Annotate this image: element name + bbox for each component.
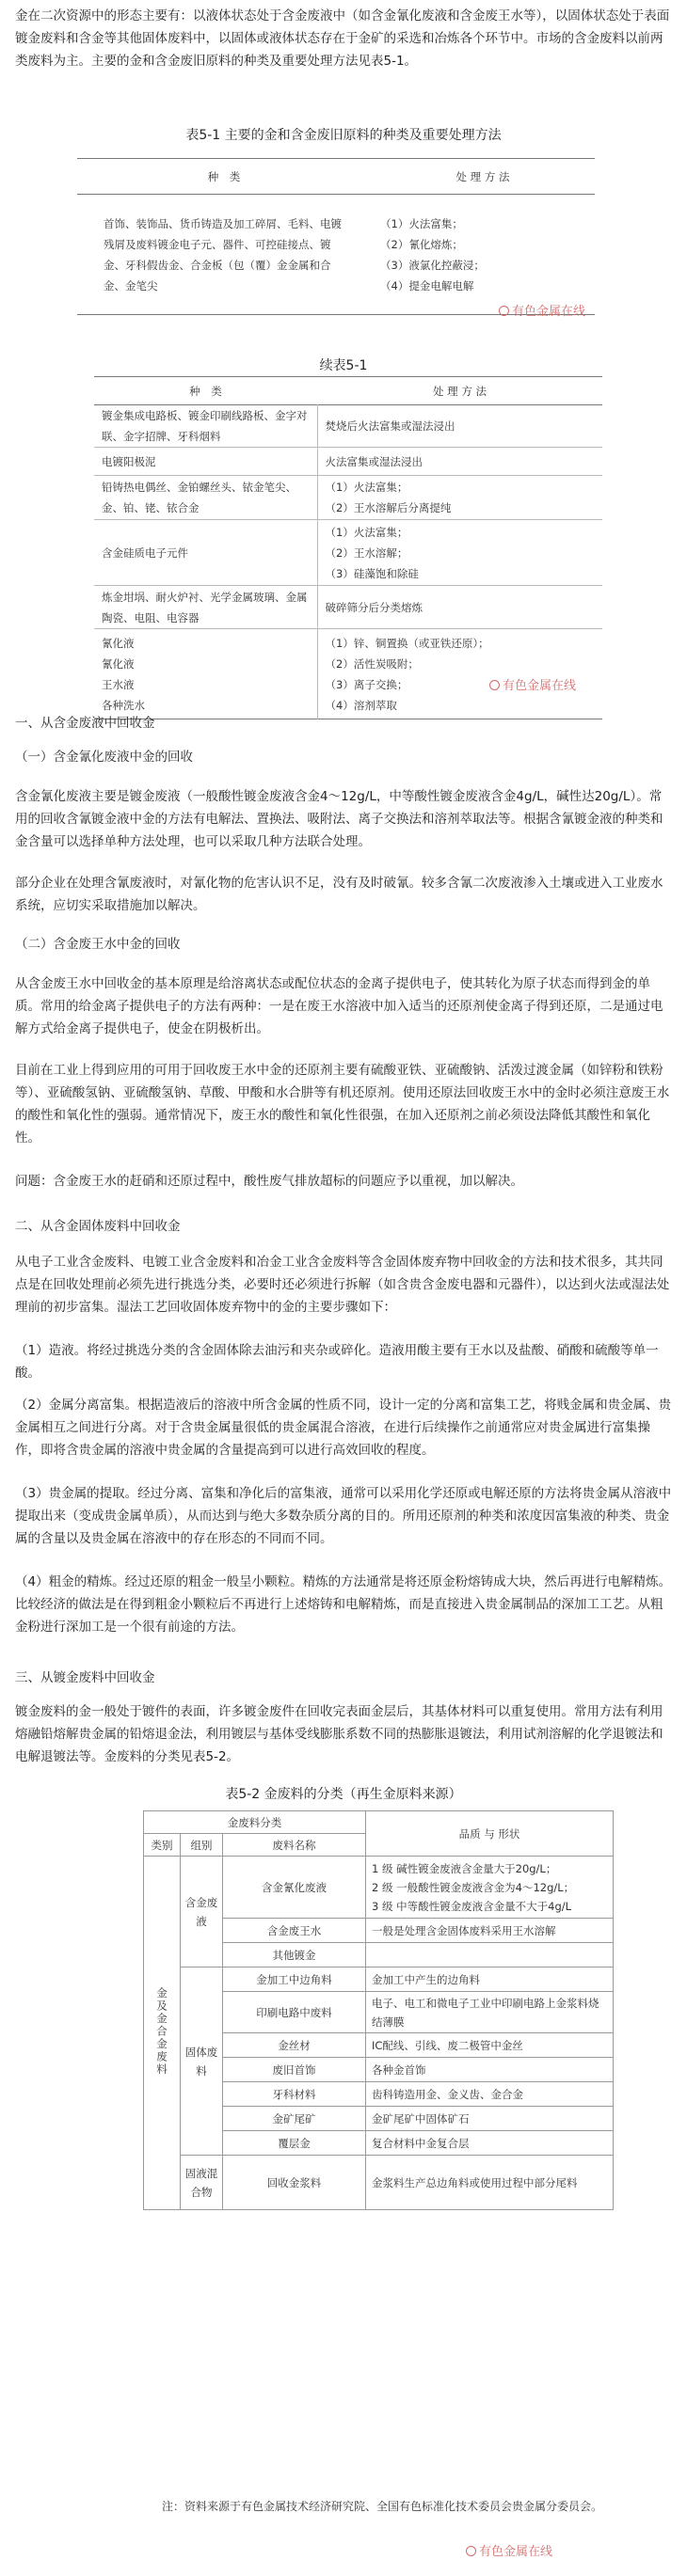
table2-name-cell: 含金废王水 — [223, 1919, 366, 1943]
table2-group-cell: 固体废料 — [181, 1968, 223, 2156]
table2-desc-cell: 1 级 碱性镀金废液含金量大于20g/L； 2 级 一般酸性镀金废液含金为4～12g/L； 3 级 中等酸性镀金废液含金量不大于4g/L — [366, 1857, 614, 1919]
table2-header-class: 类别 — [144, 1834, 181, 1857]
table1c-method: （3）硅藻饱和除硅 — [325, 566, 419, 580]
table1-method: （1）火法富集； — [380, 216, 463, 230]
table1c-method: （4）溶剂萃取 — [325, 698, 397, 712]
table1-method: （2）氰化熔炼； — [380, 237, 463, 251]
paragraph-step-4: （4）粗金的精炼。经过还原的粗金一般呈小颗粒。精炼的方法通常是将还原金粉熔铸成大块，然后再进行电解精炼。比较经济的做法是在得到粗金小颗粒后不再进行上述熔铸和电解精炼，而是直接进入贵金属制品的深加工工艺。从粗金粉进行深加工是一个很有前途的方法。 — [15, 1574, 672, 1635]
table2-name-cell: 金丝材 — [223, 2033, 366, 2058]
table2-desc-cell: 齿科铸造用金、金义齿、金合金 — [366, 2082, 614, 2107]
table2-desc-cell — [366, 1943, 614, 1968]
table1c-method: （1）锌、铜置换（或亚铁还原）； — [325, 636, 489, 650]
section-1-heading: 一、从含金废液中回收金 — [15, 716, 155, 731]
watermark-text: 有色金属在线 — [479, 2545, 553, 2559]
table2-category-cell — [144, 1857, 181, 2210]
table1c-kind-cell: 炼金坩埚、耐火炉衬、光学金属玻璃、金属陶瓷、电阻、电容器 — [94, 586, 317, 629]
table1c-method-cell — [317, 629, 602, 719]
table1c-method: （2）活性炭吸附； — [325, 656, 419, 671]
table1-method: （3）液氯化控蔽浸； — [380, 258, 485, 272]
table1-header-kind: 种 类 — [207, 169, 241, 183]
table1c-method: （1）火法富集； — [325, 525, 408, 539]
table2-name-cell: 金加工中边角料 — [223, 1968, 366, 1992]
table1c-method-cell — [317, 476, 602, 520]
section-2-heading: 二、从含金固体废料中回收金 — [15, 1219, 181, 1234]
table-5-1-continued — [94, 376, 602, 719]
table1c-kind-cell: 电镀阳极泥 — [94, 448, 317, 476]
table1c-method: （2）王水溶解后分离提纯 — [325, 501, 452, 514]
table2-name-cell: 回收金浆料 — [223, 2156, 366, 2210]
paragraph-step-1: （1）造液。将经过挑选分类的含金固体除去油污和夹杂或碎化。造液用酸主要有王水以及盐酸、硝酸和硫酸等单一酸。 — [15, 1343, 659, 1381]
table1c-header-kind: 种 类 — [189, 384, 222, 398]
table2-header-sub: 组别 — [181, 1834, 223, 1857]
watermark — [499, 301, 585, 319]
table2-desc-cell: 电子、电工和微电子工业中印刷电路上金浆料烧结薄膜 — [366, 1992, 614, 2033]
table1-method: （4）提金电解电解 — [380, 278, 474, 292]
paragraph-cyanide-1: 含金氰化废液主要是镀金废液（一般酸性镀金废液含金4～12g/L，中等酸性镀金废液含金4g/L，碱性达20g/L）。常用的回收含氰镀金液中金的方法有电解法、置换法、吸附法、离子交换法和溶剂萃取法等。根据含氰镀金液的种类和金含量可以选择单种方法处理，也可以采取几种方法联合处理。 — [15, 789, 663, 849]
table2-desc-cell: 复合材料中金复合层 — [366, 2131, 614, 2156]
table1c-method: （2）王水溶解； — [325, 545, 408, 560]
table-5-2 — [143, 1810, 614, 2210]
table2-name-cell: 金矿尾矿 — [223, 2107, 366, 2131]
table1c-row — [94, 586, 602, 629]
table2-name-cell: 印刷电路中废料 — [223, 1992, 366, 2033]
watermark-text: 有色金属在线 — [503, 679, 577, 693]
table2-desc-cell: 金浆料生产总边角料或使用过程中部分尾料 — [366, 2156, 614, 2210]
paragraph-plating: 镀金废料的金一般处于镀件的表面，许多镀金废件在回收完表面金层后，其基体材料可以重复使用。常用方法有利用熔融铅熔解贵金属的铅熔退金法，利用镀层与基体受线膨胀系数不同的热膨胀退镀法，利用试剂溶解的化学退镀法和电解退镀法等。金废料的分类见表5-2。 — [15, 1704, 663, 1764]
intro-paragraph: 金在二次资源中的形态主要有：以液体状态处于含金废液中（如含金氰化废液和含金废王水等），以固体状态处于表面镀金废料和含金等其他固体废料中，以固体或液体状态存在于金矿的采选和冶炼各个环节中。市场的含金废料以前两类废料为主。主要的金和含金废旧原料的种类及重要处理方法见表5-1。 — [15, 8, 670, 69]
table-5-1 — [77, 158, 595, 315]
table1-kinds-cell: 首饰、装饰品、货币铸造及加工碎屑、毛料、电镀残屑及废料镀金电子元、器件、可控硅接点、镀金、牙科假齿金、合金板（包（覆）金金属和合金、金笔尖 — [104, 216, 342, 292]
table1c-method: 火法富集或湿法浸出 — [325, 454, 423, 468]
table1c-kind-cell: 氰化液 氰化液 王水液 各种洗水 — [94, 629, 317, 719]
section-1b-heading: （二）含金废王水中金的回收 — [15, 937, 181, 952]
table2-name-cell: 牙科材料 — [223, 2082, 366, 2107]
table1-methods-cell — [371, 195, 595, 315]
table1-title: 表5-1 主要的金和含金废旧原料的种类及重要处理方法 — [185, 128, 502, 143]
paragraph-aqua-1: 从含金废王水中回收金的基本原理是给溶离状态或配位状态的金离子提供电子，使其转化为原子状态而得到金的单质。常用的给金离子提供电子的方法有两种：一是在废王水溶液中加入适当的还原剂使金离子得到还原，二是通过电解方式给金离子提供电子，使金在阴极析出。 — [15, 976, 663, 1036]
paragraph-aqua-3: 问题：含金废王水的赶硝和还原过程中，酸性废气排放超标的问题应予以重视，加以解决。 — [15, 1174, 523, 1189]
table2-desc-cell: 各种金首饰 — [366, 2058, 614, 2082]
table1c-method: （1）火法富集； — [325, 481, 408, 494]
table2-note: 注：资料来源于有色金属技术经济研究院、全国有色标准化技术委员会贵金属分委员会。 — [162, 2500, 603, 2513]
paragraph-solid-1: 从电子工业含金废料、电镀工业含金废料和冶金工业含金废料等含金固体废弃物中回收金的方法和技术很多，其共同点是在回收处理前必须先进行挑选分类，必要时还必须进行拆解（如含贵含金废电器和元器件），以达到火法或湿法处理前的初步富集。湿法工艺回收固体废弃物中的金的主要步骤如下： — [15, 1255, 670, 1315]
table1c-method: 焚烧后火法富集或湿法浸出 — [325, 419, 455, 433]
table1c-row — [94, 476, 602, 520]
table2-row — [144, 2156, 614, 2210]
paragraph-cyanide-2: 部分企业在处理含氰废液时，对氰化物的危害认识不足，没有及时破氰。较多含氰二次废液渗入土壤或进入工业废水系统，应切实采取措施加以解决。 — [15, 876, 663, 913]
table1c-method-cell — [317, 405, 602, 448]
table1c-method-cell — [317, 520, 602, 586]
table1c-row — [94, 629, 602, 719]
table2-header-desc: 品质 与 形状 — [366, 1811, 614, 1857]
table1c-method: （3）离子交换； — [325, 677, 408, 691]
table2-row — [144, 1857, 614, 1919]
table2-title: 表5-2 金废料的分类（再生金原料来源） — [225, 1787, 462, 1802]
table1c-kind-cell: 镀金集成电路板、镀金印刷线路板、金字对联、金字招牌、牙科烟料 — [94, 405, 317, 448]
watermark-logo-icon — [466, 2546, 476, 2556]
table1c-method-cell — [317, 586, 602, 629]
table1c-row — [94, 405, 602, 448]
watermark-text: 有色金属在线 — [512, 305, 586, 319]
table2-desc-cell: 金加工中产生的边角料 — [366, 1968, 614, 1992]
table2-name-cell: 覆层金 — [223, 2131, 366, 2156]
table2-desc-cell: 金矿尾矿中固体矿石 — [366, 2107, 614, 2131]
table2-row — [144, 1968, 614, 1992]
watermark-logo-icon — [499, 306, 509, 316]
watermark — [489, 675, 576, 693]
watermark — [466, 2541, 552, 2559]
table2-category: 金及金合金废料 — [155, 1986, 168, 2077]
table2-name-cell: 含金氰化废液 — [223, 1857, 366, 1919]
table2-header-name: 废料名称 — [223, 1834, 366, 1857]
section-1a-heading: （一）含金氰化废液中金的回收 — [15, 750, 193, 765]
table1c-kind-cell: 铅铸热电偶丝、金铂螺丝头、铱金笔尖、金、铂、铑、铱合金 — [94, 476, 317, 520]
table1c-kind-cell: 含金硅质电子元件 — [94, 520, 317, 586]
table1c-row — [94, 448, 602, 476]
table1c-row — [94, 520, 602, 586]
paragraph-step-3: （3）贵金属的提取。经过分离、富集和净化后的富集液，通常可以采用化学还原或电解还原的方法将贵金属从溶液中提取出来（变成贵金属单质），从而达到与绝大多数杂质分离的目的。所用还原剂的种类和浓度因富集液的种类、贵金属的含量以及贵金属在溶液中的存在形态的不同而不同。 — [15, 1486, 672, 1546]
table2-desc-cell: IC配线、引线、废二极管中金丝 — [366, 2033, 614, 2058]
watermark-logo-icon — [489, 680, 500, 690]
table1c-method: 破碎筛分后分类熔炼 — [325, 600, 423, 614]
table2-group-cell: 固液混合物 — [181, 2156, 223, 2210]
paragraph-step-2: （2）金属分离富集。根据造液后的溶液中所含金属的性质不同，设计一定的分离和富集工艺，将贱金属和贵金属、贵金属相互之间进行分离。对于含贵金属量很低的贵金属混合溶液，在进行后续操作之前通常应对贵金属进行富集操作，即将含贵金属的溶液中贵金属的含量提高到可以进行高效回收的程度。 — [15, 1398, 672, 1458]
table1c-title: 续表5-1 — [319, 358, 368, 373]
table2-header-group: 金废料分类 — [144, 1811, 366, 1834]
paragraph-aqua-2: 目前在工业上得到应用的可用于回收废王水中金的还原剂主要有硫酸亚铁、亚硫酸钠、活泼过渡金属（如锌粉和铁粉等）、亚硫酸氢钠、亚硫酸氢钠、草酸、甲酸和水合肼等有机还原剂。使用还原法回收废王水中的金时必须注意废王水的酸性和氧化性的强弱。通常情况下，废王水的酸性和氧化性很强，在加入还原剂之前必须设法降低其酸性和氧化性。 — [15, 1063, 670, 1146]
table2-name-cell: 废旧首饰 — [223, 2058, 366, 2082]
table1c-header-method: 处 理 方 法 — [433, 384, 487, 398]
section-3-heading: 三、从镀金废料中回收金 — [15, 1670, 155, 1685]
table2-desc-cell: 一般是处理含金固体废料采用王水溶解 — [366, 1919, 614, 1943]
table1-header-method: 处 理 方 法 — [455, 169, 510, 183]
table2-name-cell: 其他镀金 — [223, 1943, 366, 1968]
table1c-method-cell — [317, 448, 602, 476]
table2-group-cell: 含金废液 — [181, 1857, 223, 1968]
